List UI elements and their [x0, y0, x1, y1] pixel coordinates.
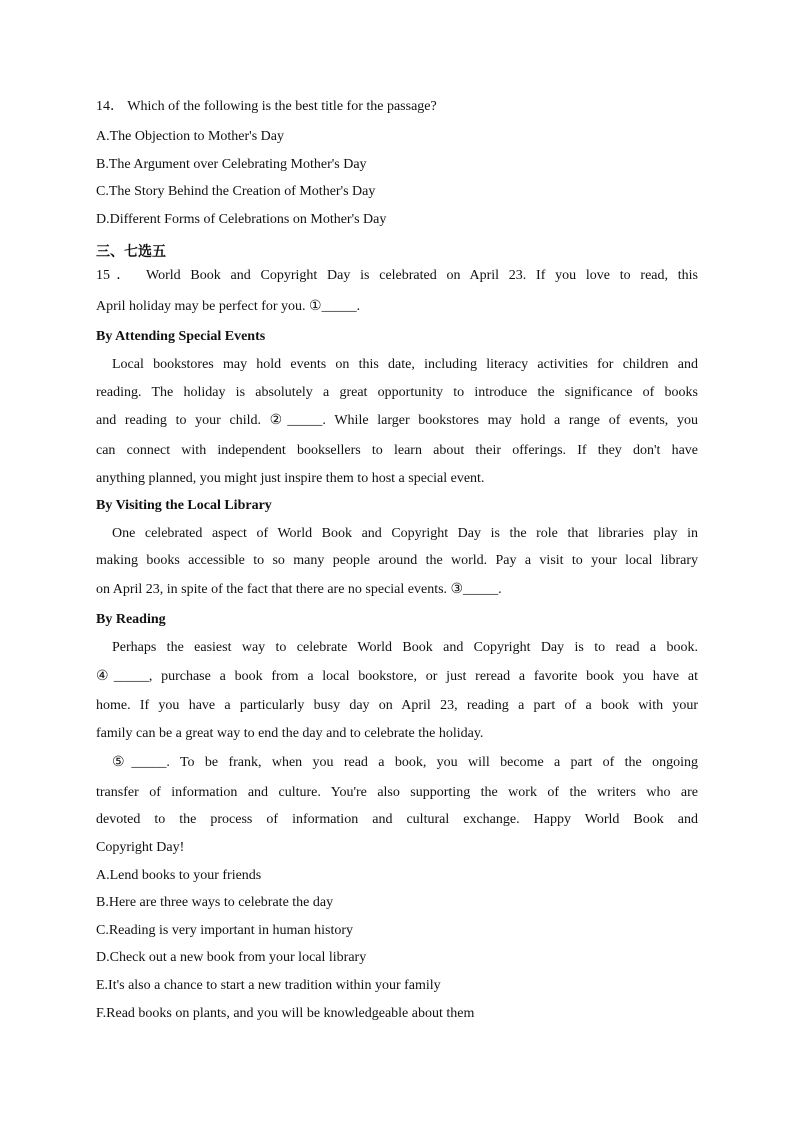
paragraph3-line: Perhaps the easiest way to celebrate World Book and Copyright Day is to read a book.: [112, 640, 698, 655]
section-title: 三、七选五: [96, 244, 166, 260]
paragraph1-line: anything planned, you might just inspire them to host a special event.: [96, 471, 485, 486]
heading-visiting-library: By Visiting the Local Library: [96, 498, 272, 513]
paragraph1-line: can connect with independent booksellers to learn about their offerings. If they don't have: [96, 443, 698, 458]
paragraph3-line: ④_____, purchase a book from a local bookstore, or just reread a favorite book you have at: [96, 669, 698, 684]
paragraph1-line: reading. The holiday is absolutely a great opportunity to introduce the significance of books: [96, 385, 698, 400]
question-15-intro-line2: April holiday may be perfect for you. ①_____.: [96, 299, 361, 314]
paragraph2-line: making books accessible to so many people around the world. Pay a visit to your local library: [96, 553, 698, 568]
paragraph4-line: devoted to the process of information and cultural exchange. Happy World Book and: [96, 812, 698, 827]
paragraph4-line: transfer of information and culture. You're also supporting the work of the writers who are: [96, 785, 698, 800]
paragraph3-line: home. If you have a particularly busy day on April 23, reading a part of a book with your: [96, 698, 698, 713]
option-a: A.Lend books to your friends: [96, 868, 262, 883]
option-e: E.It's also a chance to start a new tradition within your family: [96, 978, 441, 993]
paragraph2-line: One celebrated aspect of World Book and Copyright Day is the role that libraries play in: [112, 526, 698, 541]
paragraph2-line: on April 23, in spite of the fact that there are no special events. ③_____.: [96, 582, 502, 597]
option-c: C.Reading is very important in human history: [96, 923, 354, 938]
option-b: B.Here are three ways to celebrate the day: [96, 895, 334, 910]
option-c: C.The Story Behind the Creation of Mother's Day: [96, 184, 376, 199]
paragraph4-line: ⑤_____. To be frank, when you read a book, you will become a part of the ongoing: [112, 755, 698, 770]
paragraph4-line: Copyright Day!: [96, 840, 185, 855]
option-d: D.Different Forms of Celebrations on Mother's Day: [96, 212, 387, 227]
option-b: B.The Argument over Celebrating Mother's Day: [96, 157, 367, 172]
question-15-intro-line1: 15． World Book and Copyright Day is celebrated on April 23. If you love to read, this: [96, 268, 698, 283]
option-d: D.Check out a new book from your local library: [96, 950, 367, 965]
option-a: A.The Objection to Mother's Day: [96, 129, 284, 144]
heading-attending-events: By Attending Special Events: [96, 329, 266, 344]
option-f: F.Read books on plants, and you will be knowledgeable about them: [96, 1006, 475, 1021]
paragraph1-line: Local bookstores may hold events on this date, including literacy activities for children and: [112, 357, 698, 372]
paragraph1-line: and reading to your child. ②_____. While larger bookstores may hold a range of events, you: [96, 413, 698, 428]
heading-reading: By Reading: [96, 612, 166, 627]
question-14-text: 14． Which of the following is the best title for the passage?: [96, 99, 437, 114]
paragraph3-line: family can be a great way to end the day and to celebrate the holiday.: [96, 726, 484, 741]
